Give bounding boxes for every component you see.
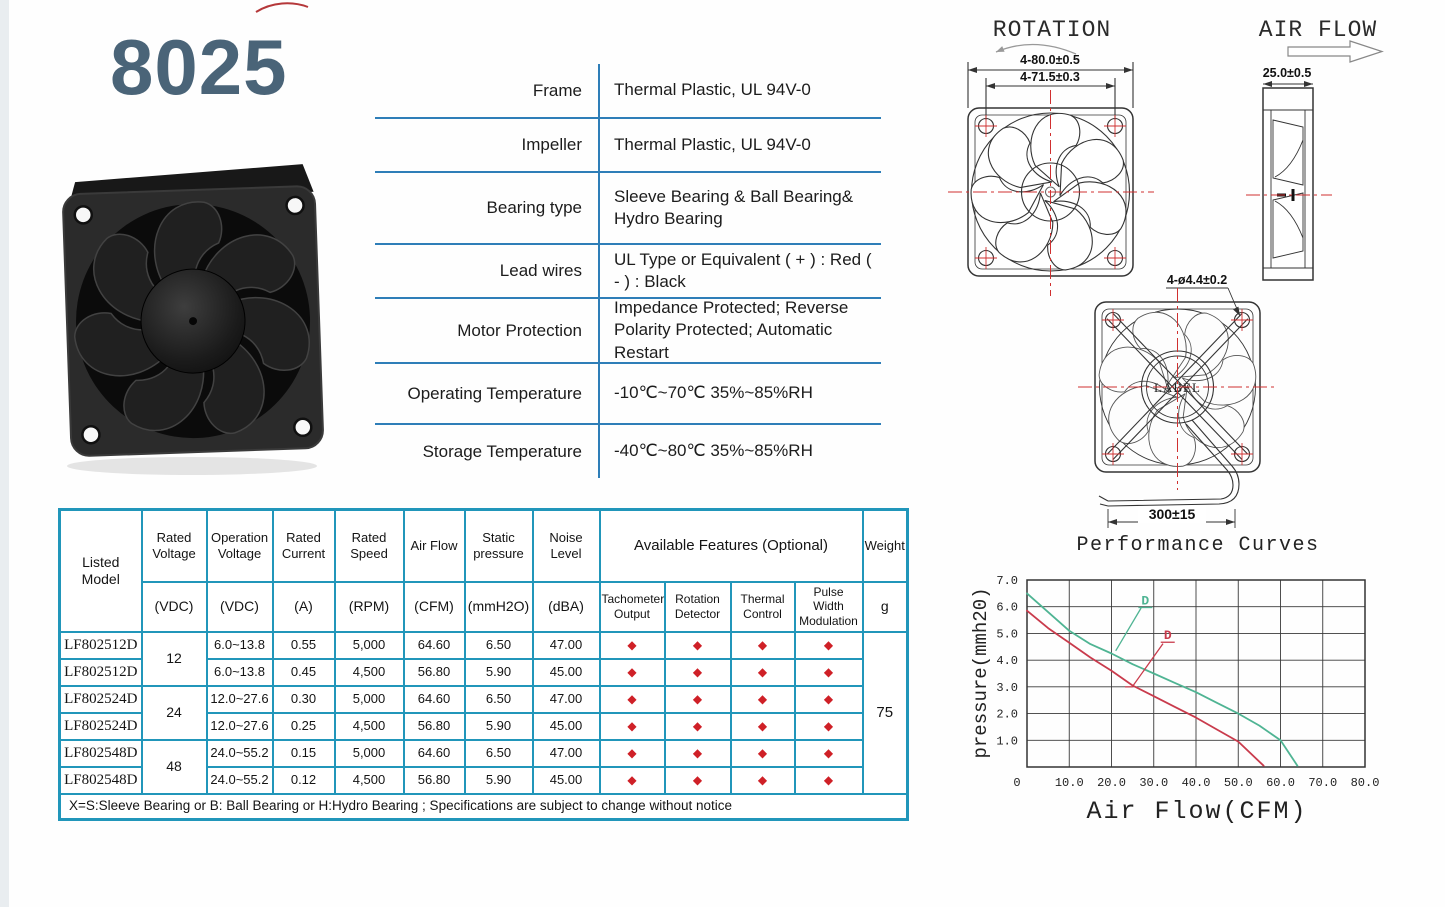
feature-diamond-icon: ◆ <box>731 686 795 713</box>
airflow-arrow-icon <box>1288 41 1382 62</box>
unit-static-pressure: (mmH2O) <box>465 582 533 632</box>
col-header-air-flow: Air Flow <box>404 510 465 582</box>
model-row: LF802512D 12 6.0~13.8 0.55 5,000 64.60 6.50 47.00 ◆ ◆ ◆ ◆ 75 <box>60 632 908 659</box>
svg-text:40.0: 40.0 <box>1181 776 1211 790</box>
dim-outer-size: 4-80.0±0.5 <box>1020 53 1080 67</box>
feature-diamond-icon: ◆ <box>600 767 665 794</box>
chart-title: Performance Curves <box>1076 534 1320 557</box>
svg-text:10.0: 10.0 <box>1054 776 1084 790</box>
spec-row <box>375 173 881 245</box>
model-name: LF802548D <box>60 740 142 767</box>
svg-text:7.0: 7.0 <box>996 574 1018 588</box>
unit-rated-current: (A) <box>273 582 335 632</box>
spec-row <box>375 245 881 299</box>
unit-weight: g <box>863 582 908 632</box>
model-row: LF802512D 6.0~13.8 0.45 4,500 56.80 5.90 45.00 ◆ ◆ ◆ ◆ <box>60 659 908 686</box>
hub-label: LABEL <box>1154 380 1201 395</box>
model-row: LF802524D 12.0~27.6 0.25 4,500 56.80 5.90 45.00 ◆ ◆ ◆ ◆ <box>60 713 908 740</box>
model-row: LF802548D 48 24.0~55.2 0.15 5,000 64.60 6.50 47.00 ◆ ◆ ◆ ◆ <box>60 740 908 767</box>
rotation-label: ROTATION <box>992 17 1112 43</box>
side-view-blades <box>1273 120 1303 258</box>
feature-diamond-icon: ◆ <box>795 740 863 767</box>
rated-voltage-value: 48 <box>142 740 207 794</box>
dim-thickness: 25.0±0.5 <box>1262 66 1312 80</box>
feature-header-thermal-control: Thermal Control <box>731 582 795 632</box>
weight-value: 75 <box>863 632 908 794</box>
feature-header-rotation-detector: Rotation Detector <box>665 582 731 632</box>
feature-diamond-icon: ◆ <box>795 686 863 713</box>
spec-value: -10℃~70℃ 35%~85%RH <box>614 383 813 403</box>
col-header-features: Available Features (Optional) <box>600 510 863 582</box>
col-header-rated-voltage: Rated Voltage <box>142 510 207 582</box>
svg-text:70.0: 70.0 <box>1308 776 1338 790</box>
svg-text:D: D <box>1141 593 1150 609</box>
feature-diamond-icon: ◆ <box>731 632 795 659</box>
page-edge-strip <box>0 0 9 907</box>
feature-diamond-icon: ◆ <box>795 713 863 740</box>
feature-diamond-icon: ◆ <box>731 659 795 686</box>
dim-hole-pitch: 4-71.5±0.3 <box>1020 70 1080 84</box>
page-title: 8025 <box>110 23 288 111</box>
col-header-weight: Weight <box>863 510 908 582</box>
x-axis-label: Air Flow(CFM) <box>1086 797 1308 826</box>
spec-label: Motor Protection <box>375 299 600 362</box>
svg-text:80.0: 80.0 <box>1350 776 1380 790</box>
feature-diamond-icon: ◆ <box>665 740 731 767</box>
dim-hole-diameter: 4-ø4.4±0.2 <box>1166 273 1228 287</box>
spec-value: UL Type or Equivalent ( + ) : Red ( - ) : Black <box>614 249 872 291</box>
spec-label: Storage Temperature <box>375 425 600 478</box>
feature-diamond-icon: ◆ <box>600 659 665 686</box>
dim-lead-length: 300±15 <box>1148 506 1196 522</box>
feature-diamond-icon: ◆ <box>665 659 731 686</box>
spec-row <box>375 64 881 119</box>
svg-text:D: D <box>1163 628 1172 644</box>
dimension-drawings <box>930 0 1445 530</box>
svg-text:20.0: 20.0 <box>1097 776 1126 790</box>
spec-value: -40℃~80℃ 35%~85%RH <box>614 441 813 461</box>
col-header-rated-current: Rated Current <box>273 510 335 582</box>
rated-voltage-value: 24 <box>142 686 207 740</box>
feature-diamond-icon: ◆ <box>600 686 665 713</box>
feature-diamond-icon: ◆ <box>665 686 731 713</box>
feature-diamond-icon: ◆ <box>600 713 665 740</box>
unit-rated-voltage: (VDC) <box>142 582 207 632</box>
model-name: LF802512D <box>60 659 142 686</box>
fan-product-photo <box>50 140 340 482</box>
spec-row <box>375 119 881 173</box>
col-header-listed-model: Listed Model <box>60 510 142 632</box>
spec-table <box>375 64 881 478</box>
svg-text:30.0: 30.0 <box>1139 776 1169 790</box>
spec-value: Impedance Protected; Reverse Polarity Protected; Automatic Restart <box>614 298 849 362</box>
spec-value: Thermal Plastic, UL 94V-0 <box>614 80 811 100</box>
spec-label: Impeller <box>375 119 600 171</box>
svg-text:3.0: 3.0 <box>996 680 1018 695</box>
feature-diamond-icon: ◆ <box>731 740 795 767</box>
spec-row <box>375 299 881 364</box>
model-name: LF802524D <box>60 686 142 713</box>
feature-header-tachometer: Tachometer Output <box>600 582 665 632</box>
model-row: LF802524D 24 12.0~27.6 0.30 5,000 64.60 6.50 47.00 ◆ ◆ ◆ ◆ <box>60 686 908 713</box>
feature-diamond-icon: ◆ <box>731 767 795 794</box>
rated-voltage-value: 12 <box>142 632 207 686</box>
feature-diamond-icon: ◆ <box>600 632 665 659</box>
svg-text:4.0: 4.0 <box>996 654 1018 669</box>
svg-text:2.0: 2.0 <box>996 707 1018 722</box>
photo-shadow <box>67 457 317 475</box>
performance-chart <box>956 560 1443 860</box>
spec-label: Lead wires <box>375 245 600 297</box>
feature-diamond-icon: ◆ <box>795 659 863 686</box>
feature-diamond-icon: ◆ <box>665 713 731 740</box>
spec-label: Operating Temperature <box>375 364 600 423</box>
svg-text:0: 0 <box>1013 776 1021 790</box>
model-name: LF802548D <box>60 767 142 794</box>
unit-noise-level: (dBA) <box>533 582 600 632</box>
feature-diamond-icon: ◆ <box>665 632 731 659</box>
feature-diamond-icon: ◆ <box>795 632 863 659</box>
model-name: LF802524D <box>60 713 142 740</box>
spec-label: Bearing type <box>375 173 600 243</box>
svg-text:5.0: 5.0 <box>996 627 1018 642</box>
feature-diamond-icon: ◆ <box>665 767 731 794</box>
feature-diamond-icon: ◆ <box>731 713 795 740</box>
logo-swoosh-fragment <box>252 0 312 14</box>
col-header-operation-voltage: Operation Voltage <box>207 510 273 582</box>
feature-header-pwm: Pulse Width Modulation <box>795 582 863 632</box>
feature-diamond-icon: ◆ <box>600 740 665 767</box>
spec-row <box>375 364 881 425</box>
svg-text:6.0: 6.0 <box>996 600 1018 615</box>
unit-rated-speed: (RPM) <box>335 582 404 632</box>
svg-text:60.0: 60.0 <box>1266 776 1295 790</box>
svg-text:50.0: 50.0 <box>1223 776 1253 790</box>
spec-label: Frame <box>375 64 600 117</box>
models-spec-table <box>58 508 909 821</box>
unit-operation-voltage: (VDC) <box>207 582 273 632</box>
feature-diamond-icon: ◆ <box>795 767 863 794</box>
spec-value: Sleeve Bearing & Ball Bearing& Hydro Bearing <box>614 186 854 228</box>
y-axis-label: pressure(mmh20) <box>970 587 992 759</box>
col-header-static-pressure: Static pressure <box>465 510 533 582</box>
model-name: LF802512D <box>60 632 142 659</box>
col-header-noise-level: Noise Level <box>533 510 600 582</box>
table-footnote: X=S:Sleeve Bearing or B: Ball Bearing or H:Hydro Bearing ; Specifications are subject to change without notice <box>60 794 908 820</box>
model-row: LF802548D 24.0~55.2 0.12 4,500 56.80 5.90 45.00 ◆ ◆ ◆ ◆ <box>60 767 908 794</box>
spec-value: Thermal Plastic, UL 94V-0 <box>614 134 811 154</box>
spec-row <box>375 425 881 478</box>
col-header-rated-speed: Rated Speed <box>335 510 404 582</box>
unit-air-flow: (CFM) <box>404 582 465 632</box>
airflow-label: AIR FLOW <box>1258 17 1378 43</box>
svg-text:1.0: 1.0 <box>996 734 1018 749</box>
